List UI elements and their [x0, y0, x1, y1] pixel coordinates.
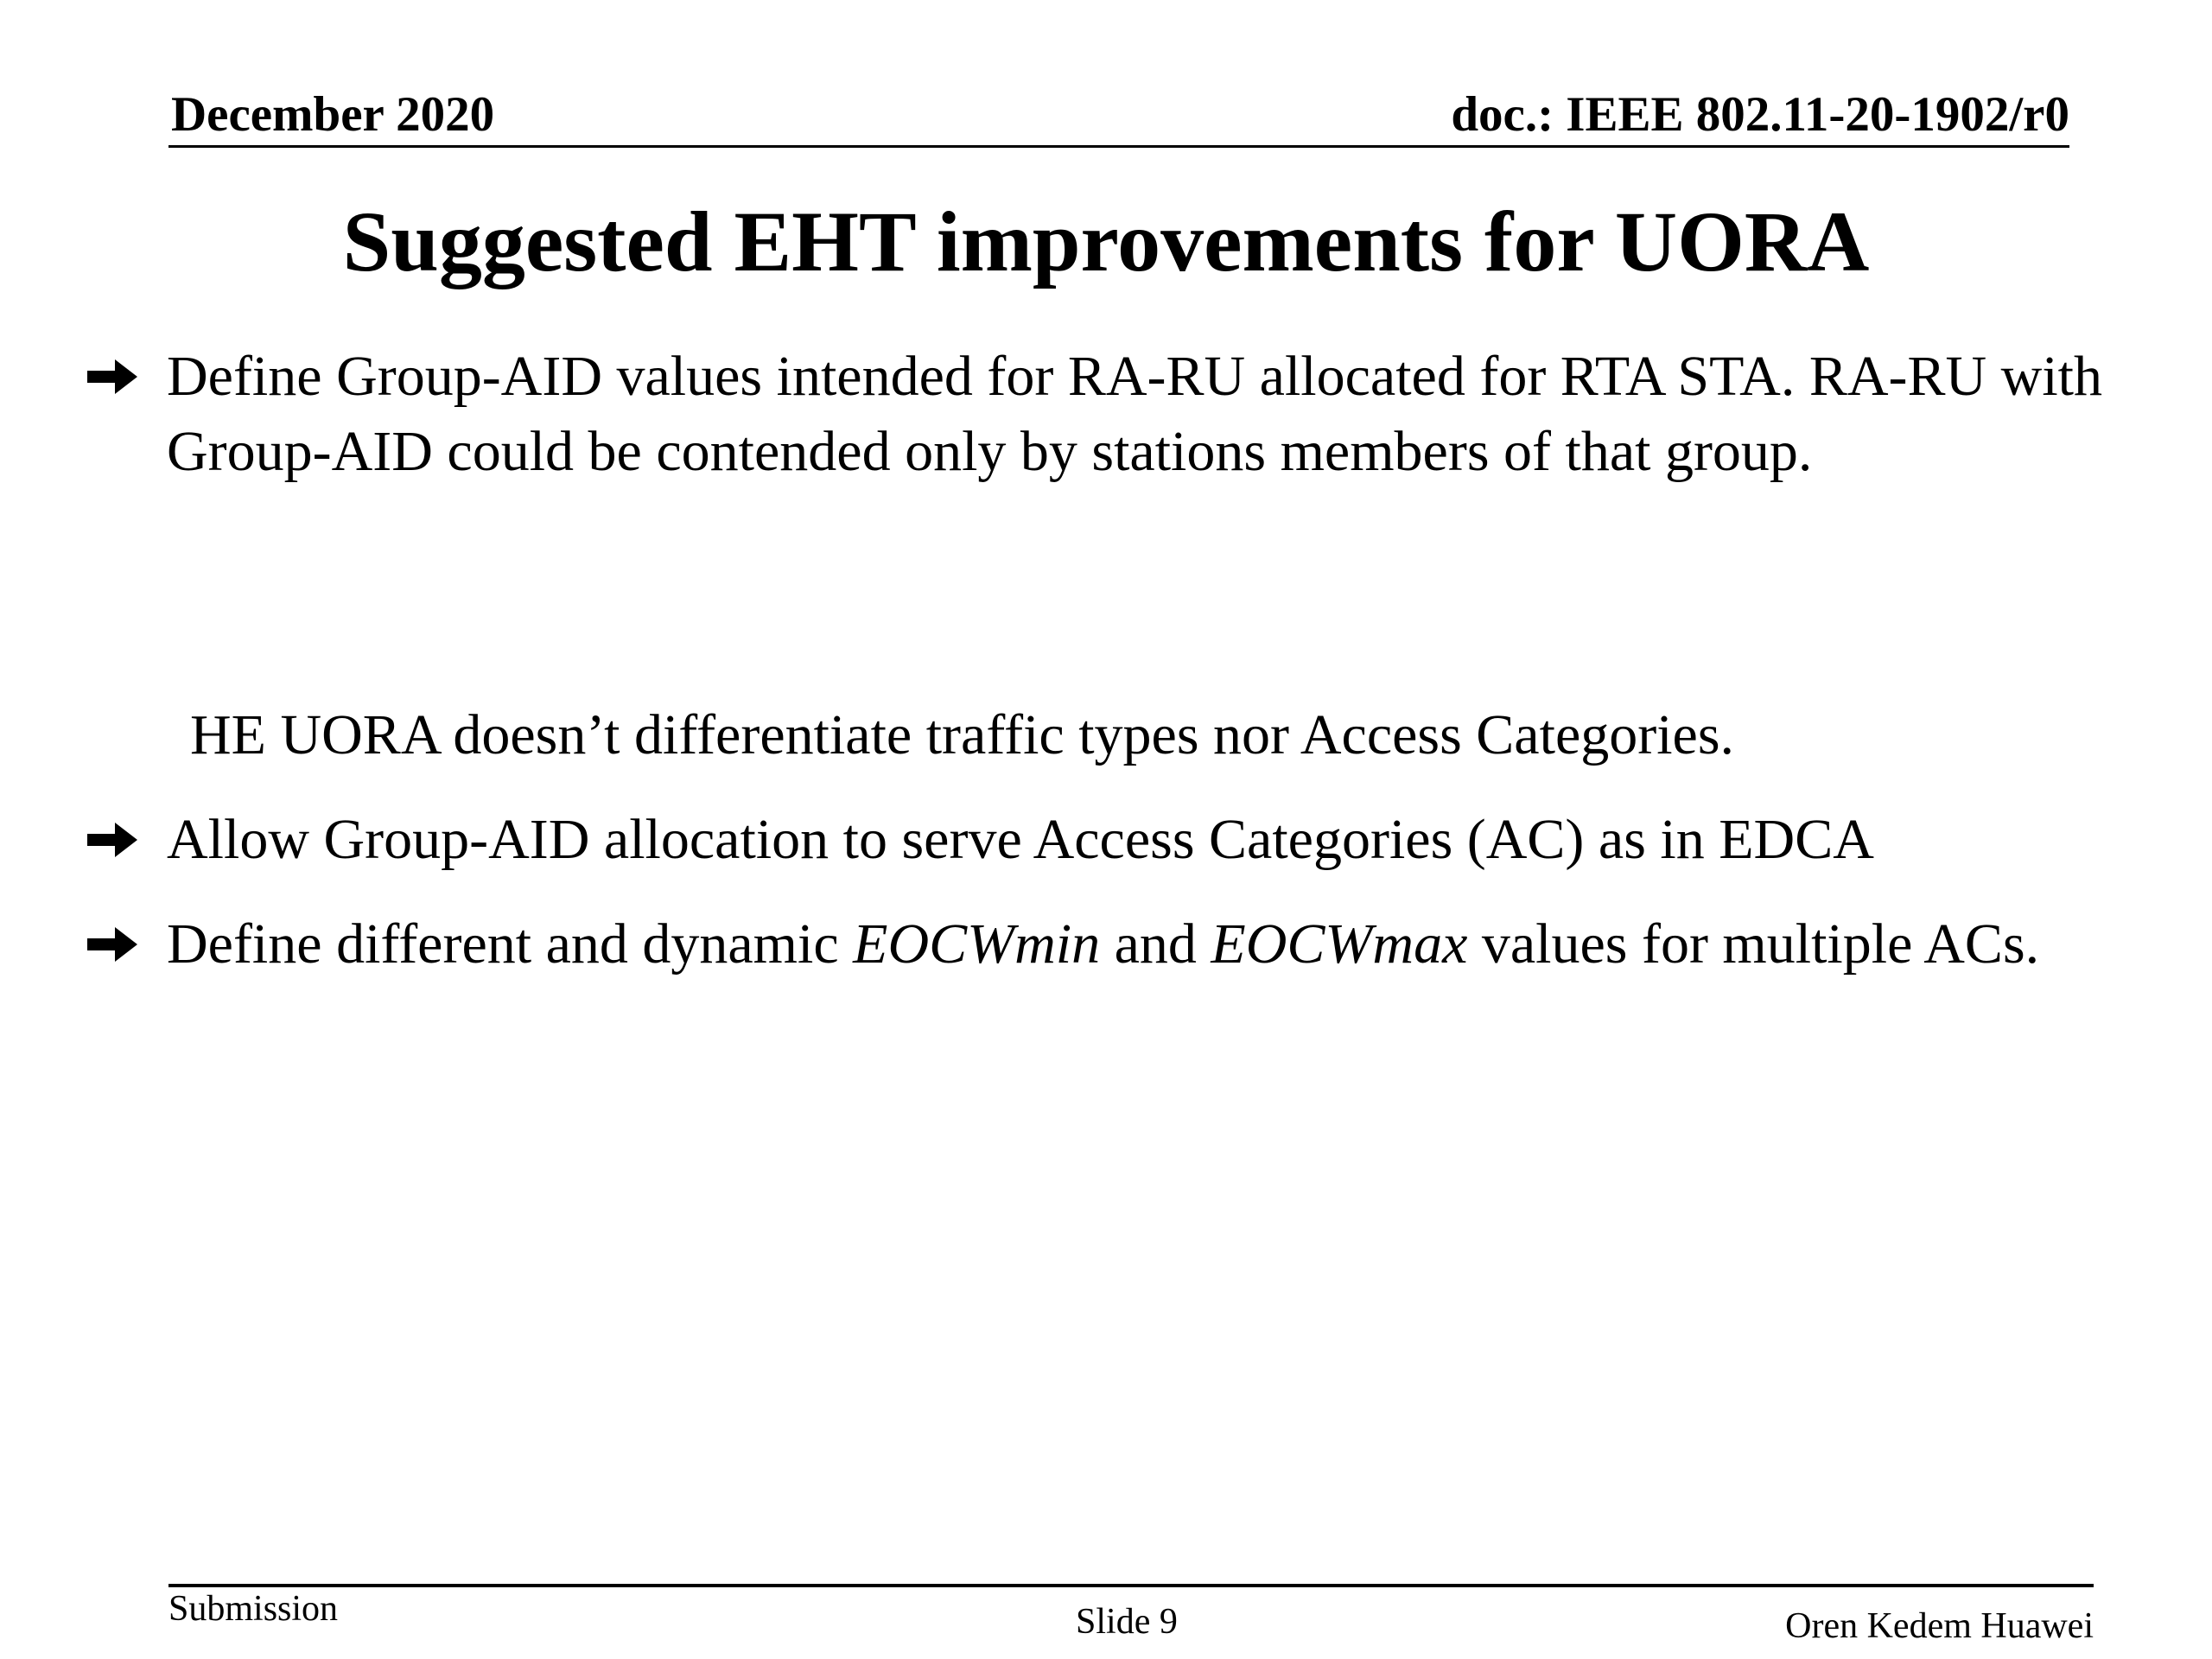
he-uora-statement: HE UORA doesn’t differentiate traffic types nor Access Categories. [190, 703, 1735, 766]
eocwmin-term: EOCWmin [853, 912, 1101, 976]
right-arrow-icon [82, 802, 144, 877]
bullet-text: Allow Group-AID allocation to serve Access Categories (AC) as in EDCA [167, 808, 1874, 871]
slide-title: Suggested EHT improvements for UORA [342, 194, 1870, 289]
eocwmax-term: EOCWmax [1211, 912, 1468, 976]
footer-author: Oren Kedem Huawei [1785, 1606, 2094, 1646]
footer-slide-number: Slide 9 [1076, 1602, 1178, 1642]
bullet-text [167, 906, 2139, 982]
bullet-text-part: Define different and dynamic [167, 912, 854, 976]
header-doc-id: doc.: IEEE 802.11-20-1902/r0 [1451, 87, 2069, 142]
bullet-text: Define Group-AID values intended for RA-RU allocated for RTA STA. RA-RU with Group-AID could be contended only by stations members of that group. [167, 345, 2103, 483]
bullet-item-eocw-values [82, 906, 2139, 982]
footer-submission: Submission [168, 1589, 339, 1629]
bullet-item-access-categories [82, 802, 2139, 877]
footer-divider [168, 1584, 2094, 1587]
header-date: December 2020 [171, 87, 495, 142]
bullet-text-part: and [1100, 912, 1211, 976]
bullet-text-part: values for multiple ACs. [1467, 912, 2040, 976]
bullet-item-group-aid-values [82, 339, 2139, 489]
header-divider [168, 145, 2069, 148]
right-arrow-icon [82, 339, 144, 414]
right-arrow-icon [82, 906, 144, 982]
